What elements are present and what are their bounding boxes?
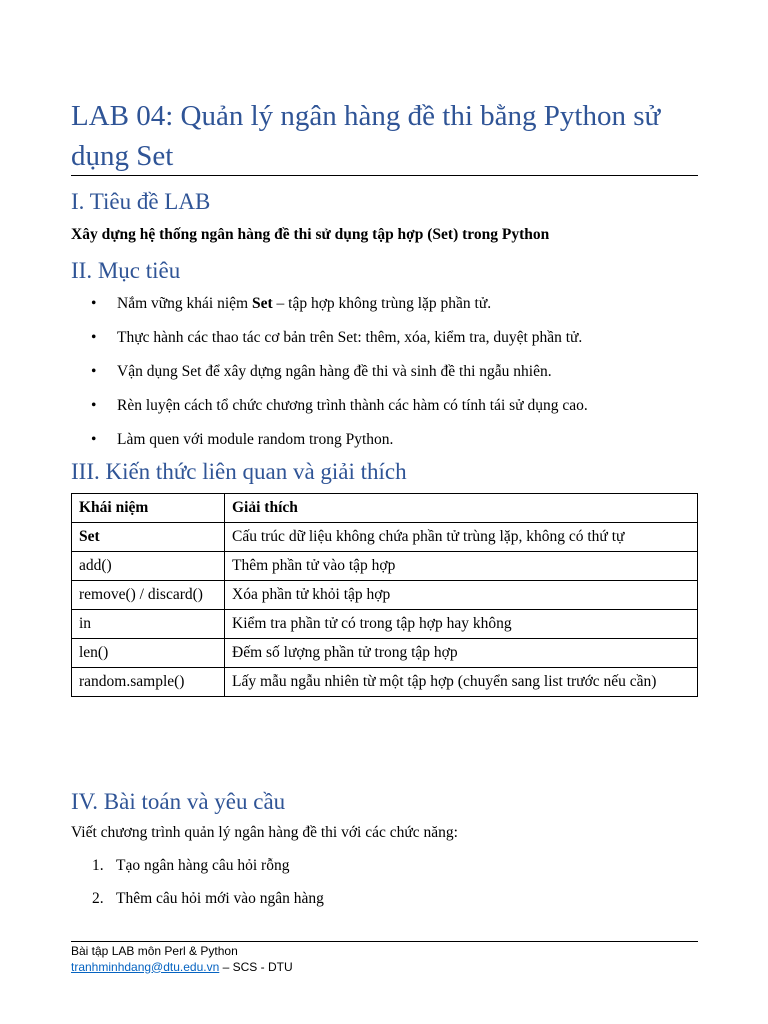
page-title: LAB 04: Quản lý ngân hàng đề thi bằng Python sử dụng Set	[71, 100, 661, 172]
footer-contact	[71, 960, 293, 976]
table-row	[72, 668, 698, 697]
explanation-cell: Kiểm tra phần tử có trong tập hợp hay không	[225, 610, 698, 639]
concept-cell: in	[72, 610, 225, 639]
explanation-cell: Cấu trúc dữ liệu không chứa phần tử trùng lặp, không có thứ tự	[225, 523, 698, 552]
list-item-number: 1.	[92, 857, 104, 874]
objective-item: • Thực hành các thao tác cơ bản trên Set: thêm, xóa, kiểm tra, duyệt phần tử.	[71, 328, 701, 362]
section-heading-knowledge: III. Kiến thức liên quan và giải thích	[71, 459, 407, 484]
list-item-text: Tạo ngân hàng câu hỏi rỗng	[116, 857, 290, 874]
objectives-list	[71, 294, 701, 464]
objective-text-after: – tập hợp không trùng lặp phần tử.	[272, 295, 492, 312]
objective-item	[71, 294, 701, 328]
concepts-table	[71, 493, 698, 697]
table-row	[72, 523, 698, 552]
footer-course: Bài tập LAB môn Perl & Python	[71, 944, 238, 958]
table-row	[72, 639, 698, 668]
footer-suffix: – SCS - DTU	[219, 959, 293, 974]
table-row	[72, 581, 698, 610]
concept-cell: remove() / discard()	[72, 581, 225, 610]
footer-divider	[71, 941, 698, 942]
table-header-concept: Khái niệm	[72, 494, 225, 523]
explanation-cell: Xóa phần tử khỏi tập hợp	[225, 581, 698, 610]
section-heading-lab-title: I. Tiêu đề LAB	[71, 189, 211, 214]
list-item-number: 2.	[92, 890, 104, 907]
objective-item: • Làm quen với module random trong Python.	[71, 430, 701, 464]
section-heading-problem: IV. Bài toán và yêu cầu	[71, 789, 286, 814]
objective-item: • Rèn luyện cách tổ chức chương trình thành các hàm có tính tái sử dụng cao.	[71, 396, 701, 430]
section-heading-objectives: II. Mục tiêu	[71, 258, 181, 283]
table-row	[72, 610, 698, 639]
list-item	[71, 856, 701, 889]
concept-cell: add()	[72, 552, 225, 581]
explanation-cell: Đếm số lượng phần tử trong tập hợp	[225, 639, 698, 668]
table-row	[72, 552, 698, 581]
concept-cell: random.sample()	[72, 668, 225, 697]
table-header-explanation: Giải thích	[225, 494, 698, 523]
lab-subtitle: Xây dựng hệ thống ngân hàng đề thi sử dụng tập hợp (Set) trong Python	[71, 226, 550, 243]
list-item-text: Thêm câu hỏi mới vào ngân hàng	[116, 890, 324, 907]
concept-cell: Set	[72, 523, 225, 552]
page-footer	[71, 944, 293, 975]
footer-email-link[interactable]: tranhminhdang@dtu.edu.vn	[71, 959, 220, 974]
concept-cell: len()	[72, 639, 225, 668]
table-header-row	[72, 494, 698, 523]
title-divider	[71, 175, 698, 176]
requirements-list	[71, 856, 701, 922]
objective-item: • Vận dụng Set để xây dựng ngân hàng đề thi và sinh đề thi ngẫu nhiên.	[71, 362, 701, 396]
list-item	[71, 889, 701, 922]
problem-intro: Viết chương trình quản lý ngân hàng đề thi với các chức năng:	[71, 824, 458, 841]
objective-text-before: Nắm vững khái niệm	[117, 295, 252, 312]
explanation-cell: Lấy mẫu ngẫu nhiên từ một tập hợp (chuyển sang list trước nếu cần)	[225, 668, 698, 697]
objective-bold-term: Set	[251, 295, 273, 312]
explanation-cell: Thêm phần tử vào tập hợp	[225, 552, 698, 581]
